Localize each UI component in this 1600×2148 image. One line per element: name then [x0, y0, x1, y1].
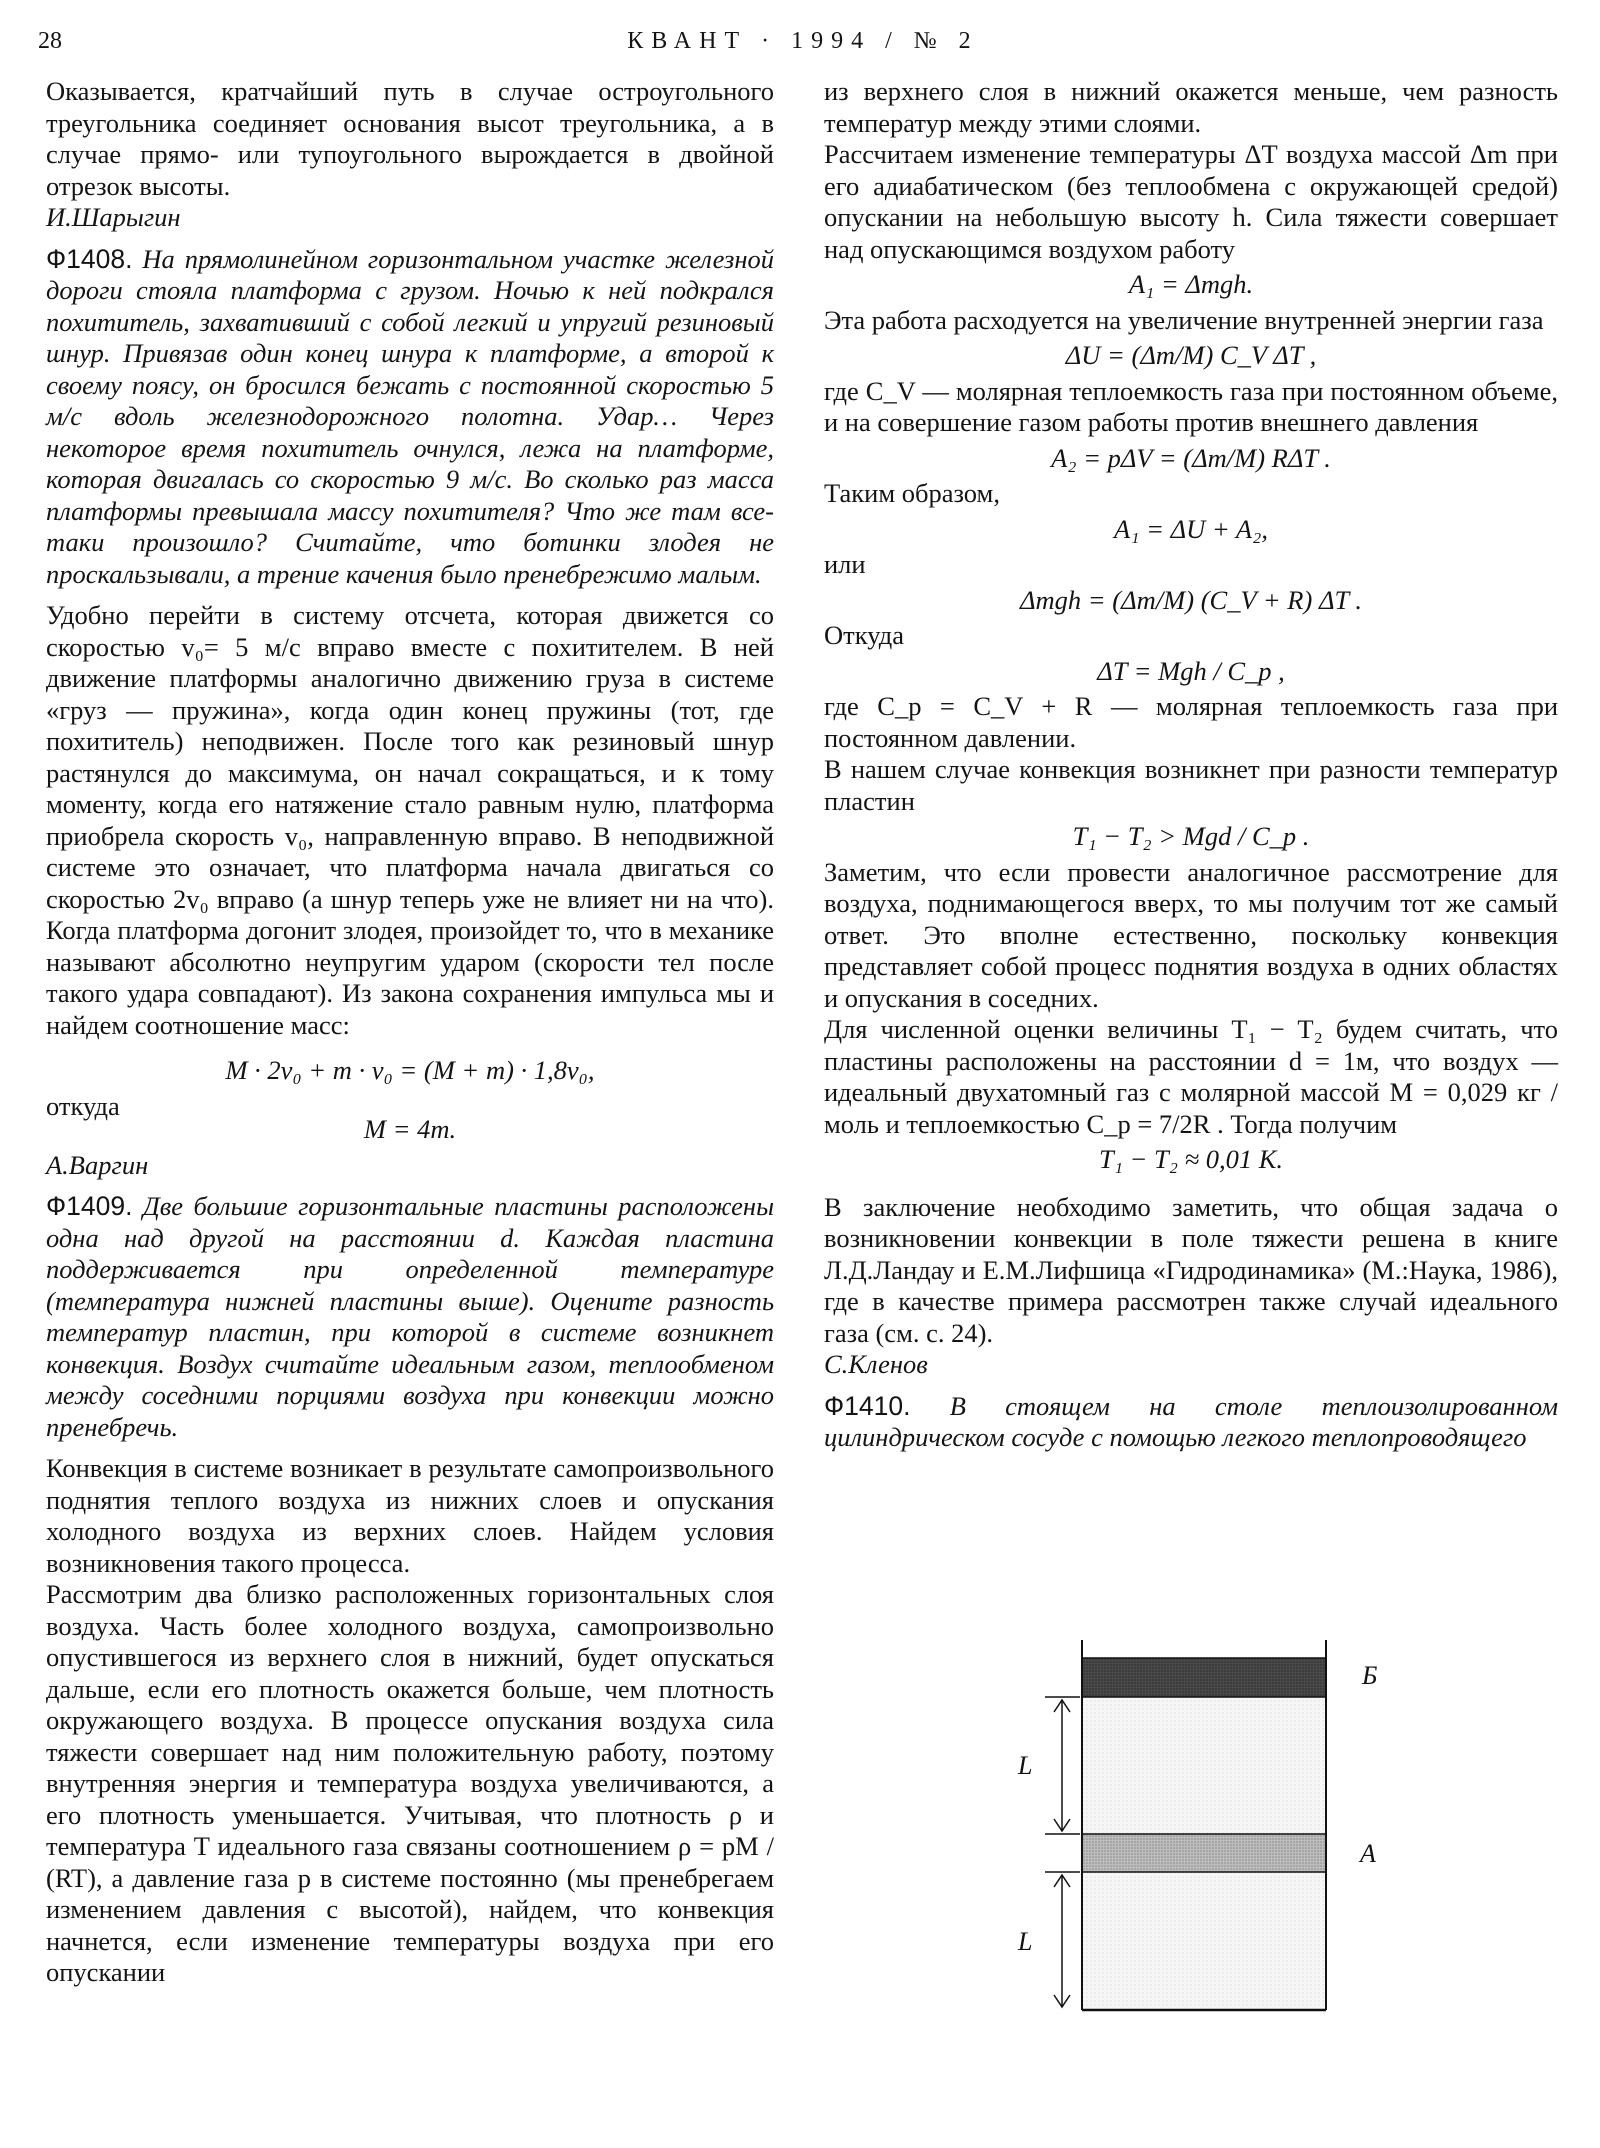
solution-f1409-part1: Конвекция в системе возникает в результате самопроизвольного поднятия теплого воздуха из нижних слоев и опускания холодного воздуха из верхних слоев. Найдем условия возникновения такого процесса. [46, 1453, 774, 1578]
dimension-arrow-bottom [1045, 1872, 1080, 2007]
paragraph-note: Заметим, что если провести аналогичное рассмотрение для воздуха, поднимающегося вверх, то мы получим тот же самый ответ. Это вполне естественно, поскольку конвекция представляет собой процесс поднятия воздуха в одних областях и опускания в соседних. [824, 856, 1558, 1013]
problem-label-f1410: Ф1410. [824, 1390, 911, 1421]
problem-label-f1408: Ф1408. [46, 243, 133, 274]
problem-text-f1410: В стоящем на столе теплоизолированном цилиндрическом сосуде с помощью легкого теплопроводящего [824, 1390, 1558, 1452]
piston-a [1082, 1834, 1326, 1872]
page-header [38, 28, 1568, 62]
label-l-bottom: L [1018, 1927, 1033, 1956]
signature-sharygin: И.Шарыгин [46, 202, 181, 232]
paragraph-work: Эта работа расходуется на увеличение внутренней энергии газа [824, 304, 1544, 335]
equation-sum: A₁ = ΔU + A₂, [1114, 513, 1268, 544]
gas-region-upper [1082, 1697, 1326, 1834]
label-piston-a: А [1360, 1839, 1376, 1868]
equation-mass: M = 4m. [363, 1114, 457, 1144]
gas-region-lower [1082, 1872, 1326, 2010]
word-otkuda-right: Откуда [824, 620, 905, 650]
solution-f1409-part2: Рассмотрим два близко расположенных горизонтальных слоя воздуха. Часть более холодного воздуха, самопроизвольно опустившегося из верхнего слоя в нижний, будет опускаться дальше, если его плотность окажется больше, чем плотность окружающего воздуха. В процессе опускания воздуха сила тяжести совершает над ним положительную работу, поэтому внутренняя энергия и температура воздуха увеличиваются, а его плотность уменьшается. Учитывая, что плотность ρ и температура T идеального газа связаны соотношением ρ = pM / (RT), а давление газа p в системе постоянно (мы пренебрегаем изменением давления с высотой), найдем, что конвекция начнется, если изменение температуры воздуха при его опускании [46, 1579, 774, 1987]
paragraph-numeric: Для численной оценки величины T₁ − T₂ будем считать, что пластины расположены на расстоянии d = 1м, что воздух — идеальный двухатомный газ с молярной массой M = 0,029 кг / моль и теплоемкостью C_p = 7/2R . Тогда получим [824, 1014, 1558, 1139]
paragraph-cp: где C_p = C_V + R — молярная теплоемкость газа при постоянном давлении. [824, 691, 1558, 753]
right-column [824, 76, 1558, 1464]
problem-text-f1409: Две большие горизонтальные пластины расположены одна над другой на расстоянии d. Каждая пластина поддерживается при определенной температуре (температура нижней пластины выше). Оцените разность температур пластин, при которой в системе возникнет конвекция. Воздух считайте идеальным газом, теплообменом между соседними порциями воздуха при конвекции можно пренебречь. [46, 1191, 775, 1442]
equation-dt: ΔT = Mgh / C_p , [1097, 655, 1285, 686]
label-piston-b: Б [1362, 1661, 1378, 1690]
word-ili: или [824, 549, 866, 579]
equation-condition: T₁ − T₂ > Mgd / C_p . [1072, 821, 1310, 851]
running-title: КВАНТ · 1994 / № 2 [627, 28, 979, 54]
paragraph-case: В нашем случае конвекция возникнет при разности температур пластин [824, 754, 1558, 816]
paragraph-final: В заключение необходимо заметить, что общая задача о возникновении конвекции в поле тяжести решена в книге Л.Д.Ландау и Е.М.Лифшица «Гидродинамика» (М.:Наука, 1986), где в качестве примера рассмотрен также случай идеального газа (см. с. 24). [824, 1191, 1558, 1348]
paragraph-continuation: из верхнего слоя в нижний окажется меньше, чем разность температур между этими слоями. [824, 76, 1558, 138]
paragraph-intro: Оказывается, кратчайший путь в случае остроугольного треугольника соединяет основания высот треугольника, а в случае прямо- или тупоугольного вырождается в двойной отрезок высоты. [46, 76, 774, 201]
piston-b [1082, 1658, 1326, 1697]
left-column [46, 76, 774, 1989]
problem-f1408 [46, 244, 774, 591]
signature-klenov: С.Кленов [824, 1349, 928, 1379]
problem-f1409 [46, 1191, 774, 1443]
cylinder-figure [990, 1640, 1420, 2070]
equation-result: T₁ − T₂ ≈ 0,01 К. [1098, 1144, 1284, 1174]
equation-a2: A₂ = pΔV = (Δm/M) RΔT . [1051, 442, 1331, 473]
equation-a1: A₁ = Δmgh. [1128, 269, 1254, 299]
problem-text-f1408: На прямолинейном горизонтальном участке железной дороги стояла платформа с грузом. Ночью к ней подкрался похититель, захвативший с собой легкий и упругий резиновый шнур. Привязав один конец шнура к платформе, а второй к своему поясу, он бросился бежать с постоянной скоростью 5 м/с вдоль железнодорожного полотна. Удар… Через некоторое время похититель очнулся, лежа на платформе, которая двигалась со скоростью 9 м/с. Во сколько раз масса платформы превышала массу похитителя? Что же там все-таки произошло? Считайте, что ботинки злодея не проскальзывали, а трение качения было пренебрежимо малым. [46, 243, 774, 589]
equation-du: ΔU = (Δm/M) C_V ΔT , [1065, 340, 1317, 370]
signature-vargin: А.Варгин [46, 1149, 149, 1180]
problem-f1410 [824, 1391, 1558, 1454]
word-otkuda: откуда [46, 1090, 120, 1121]
page-number: 28 [38, 28, 62, 54]
label-l-top: L [1018, 1751, 1033, 1780]
problem-label-f1409: Ф1409. [46, 1191, 133, 1221]
paragraph-cv: где C_V — молярная теплоемкость газа при постоянном объеме, и на совершение газом работы против внешнего давления [824, 375, 1558, 437]
solution-f1408: Удобно перейти в систему отсчета, которая движется со скоростью v₀= 5 м/с вправо вместе с похитителем. В ней движение платформы аналогично движению груза в системе «груз — пружина», когда один конец пружины (тот, где похититель) неподвижен. После того как резиновый шнур растянулся до максимума, он начал сокращаться, и к тому моменту, когда его натяжение стало равным нулю, платформа приобрела скорость v₀, направленную вправо. В неподвижной системе это означает, что платформа начала двигаться со скоростью 2v₀ вправо (а шнур теперь уже не влияет ни на что). Когда платформа догонит злодея, произойдет то, что в механике называют абсолютно неупругим ударом (скорости тел после такого удара совпадают). Из закона сохранения импульса мы и найдем соотношение масс: [46, 600, 774, 1040]
equation-momentum: M · 2v₀ + m · v₀ = (M + m) · 1,8v₀, [225, 1055, 595, 1085]
paragraph-calc: Рассчитаем изменение температуры ΔT воздуха массой Δm при его адиабатическом (без теплообмена с окружающей средой) опускании на небольшую высоту h. Сила тяжести совершает над опускающимся воздухом работу [824, 139, 1558, 264]
word-tak: Таким образом, [824, 478, 1000, 508]
equation-mgh: Δmgh = (Δm/M) (C_V + R) ΔT . [1019, 584, 1362, 615]
dimension-arrow-top [1045, 1697, 1080, 1834]
